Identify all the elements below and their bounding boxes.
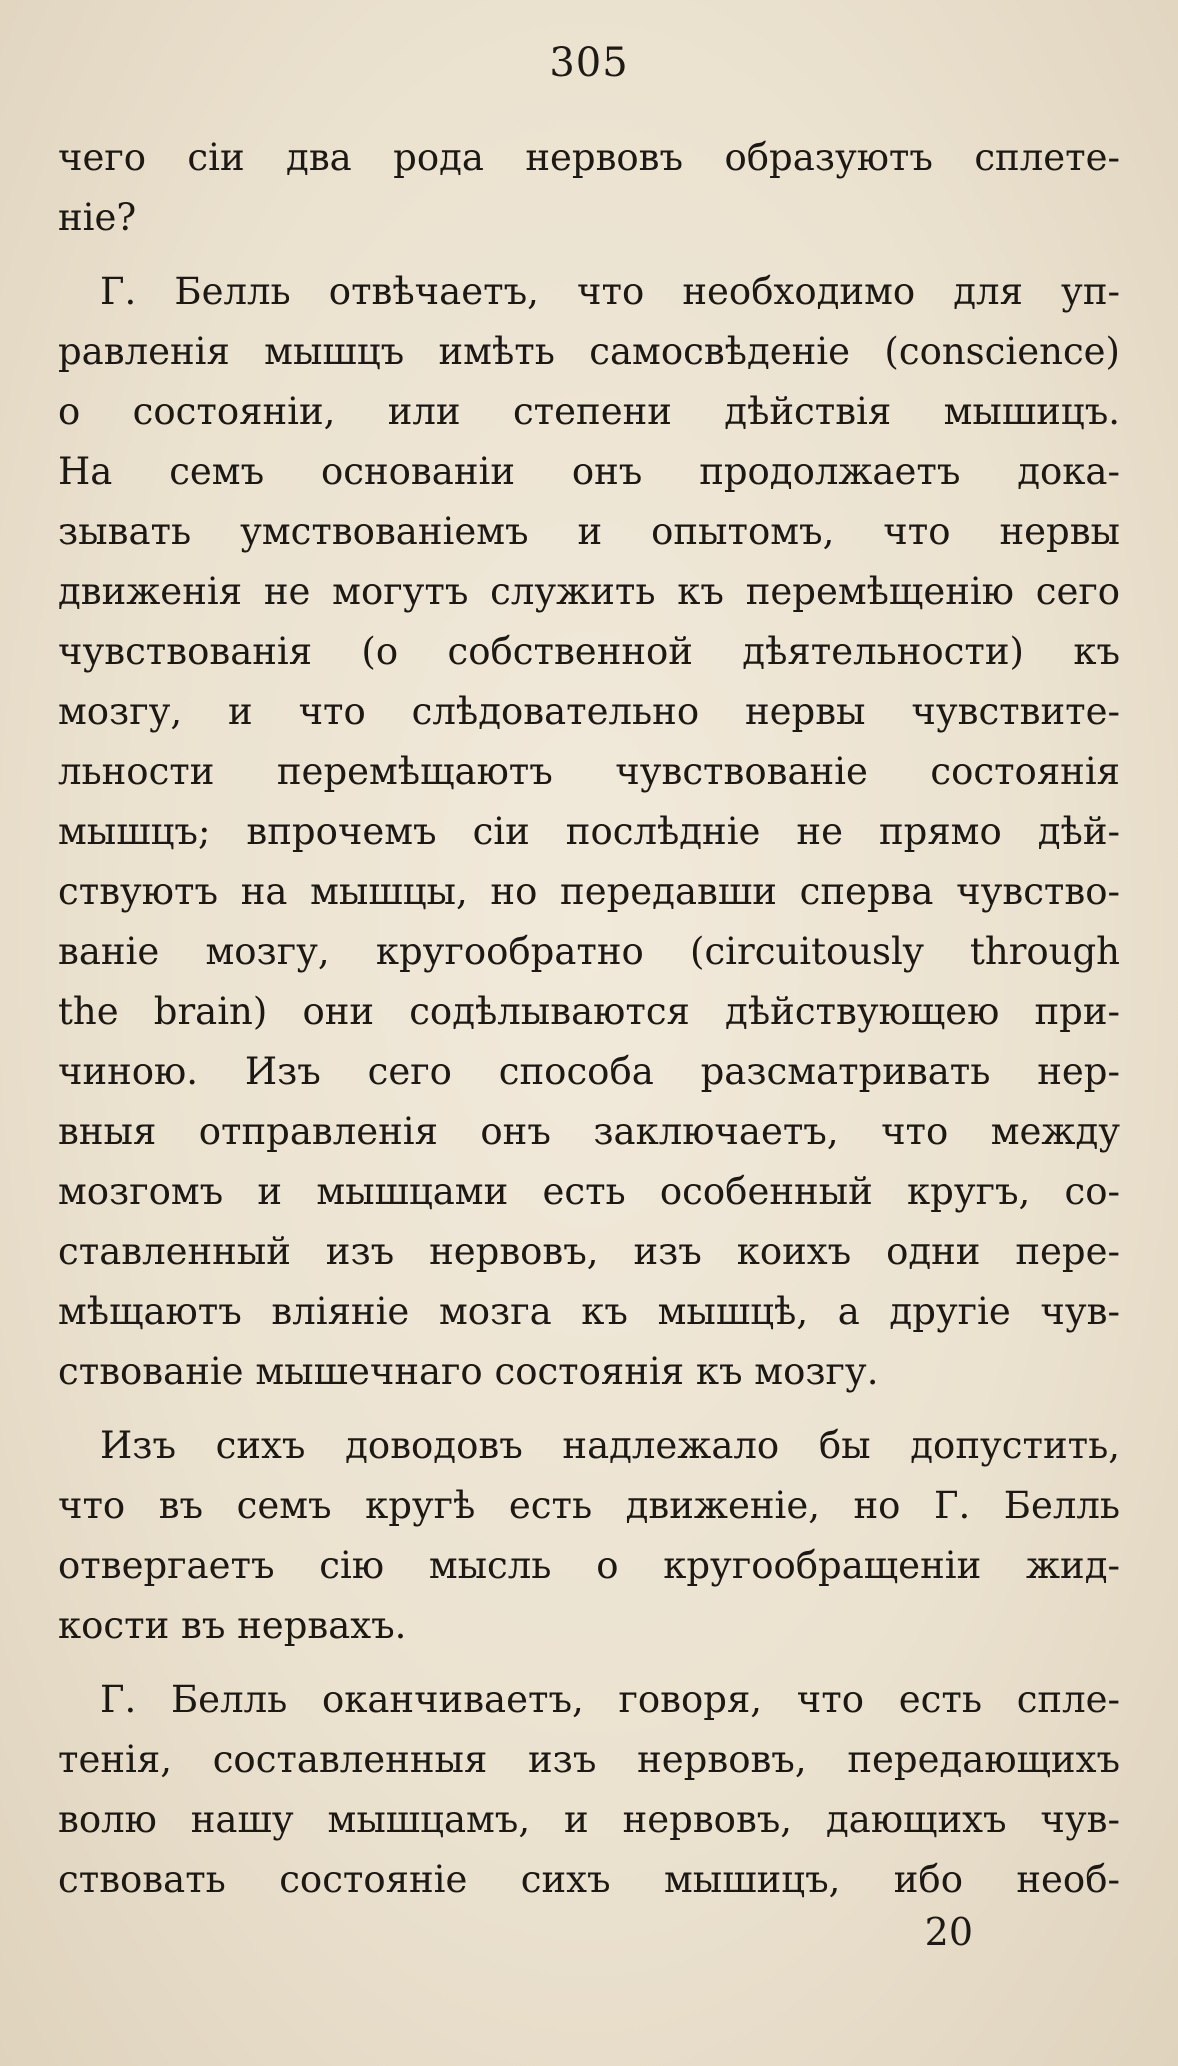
text-line: ствованіе мышечнаго состоянія къ мозгу.: [58, 1350, 879, 1393]
paragraph: [58, 128, 1120, 248]
text-line: Г. Белль отвѣчаетъ, что необходимо для уп-: [100, 270, 1120, 313]
text-line: ствовать состояніе сихъ мышицъ, ибо необ-: [58, 1858, 1120, 1901]
text-line: ставленный изъ нервовъ, изъ коихъ одни пере-: [58, 1230, 1120, 1273]
text-line: Изъ сихъ доводовъ надлежало бы допустить,: [100, 1424, 1120, 1467]
text-line: отвергаетъ сію мысль о кругообращеніи жид-: [58, 1544, 1120, 1587]
text-line: мѣщаютъ вліяніе мозга къ мышцѣ, а другіе чув-: [58, 1290, 1120, 1333]
text-line: о состояніи, или степени дѣйствія мышицъ.: [58, 390, 1120, 433]
page-number: 305: [549, 40, 629, 86]
text-line: На семъ основаніи онъ продолжаетъ дока-: [58, 450, 1120, 493]
paragraph: [58, 1670, 1120, 1910]
text-line: мышцъ; впрочемъ сіи послѣдніе не прямо дѣй-: [58, 810, 1120, 853]
text-line: вныя отправленія онъ заключаетъ, что между: [58, 1110, 1120, 1153]
text-line: кости въ нервахъ.: [58, 1604, 407, 1647]
text-line: чувствованія (о собственной дѣятельности) къ: [58, 630, 1120, 673]
text-line: the brain) они содѣлываются дѣйствующею при-: [58, 990, 1120, 1033]
text-line: зывать умствованіемъ и опытомъ, что нервы: [58, 510, 1120, 553]
text-line: что въ семъ кругѣ есть движеніе, но Г. Белль: [58, 1484, 1120, 1527]
paragraph: [58, 1416, 1120, 1656]
text-line: мозгомъ и мышцами есть особенный кругъ, со-: [58, 1170, 1120, 1213]
text-line: Г. Белль оканчиваетъ, говоря, что есть спле-: [100, 1678, 1120, 1721]
text-line: движенія не могутъ служить къ перемѣщенію сего: [58, 570, 1120, 613]
text-line: льности перемѣщаютъ чувствованіе состоянія: [58, 750, 1120, 793]
text-line: ніе?: [58, 196, 137, 239]
paragraph: [58, 262, 1120, 1402]
text-line: мозгу, и что слѣдовательно нервы чувствите-: [58, 690, 1120, 733]
text-line: тенія, составленныя изъ нервовъ, передающихъ: [58, 1738, 1120, 1781]
signature-mark: 20: [924, 1910, 973, 1954]
text-line: ствуютъ на мышцы, но передавши сперва чувство-: [58, 870, 1120, 913]
body-text: [58, 128, 1120, 1910]
text-line: чиною. Изъ сего способа разсматривать нер-: [58, 1050, 1120, 1093]
text-line: волю нашу мышцамъ, и нервовъ, дающихъ чув-: [58, 1798, 1120, 1841]
text-line: ваніе мозгу, кругообратно (circuitously through: [58, 930, 1120, 973]
text-line: чего сіи два рода нервовъ образуютъ сплете-: [58, 136, 1120, 179]
text-line: равленія мышцъ имѣть самосвѣденіе (conscience): [58, 330, 1120, 373]
